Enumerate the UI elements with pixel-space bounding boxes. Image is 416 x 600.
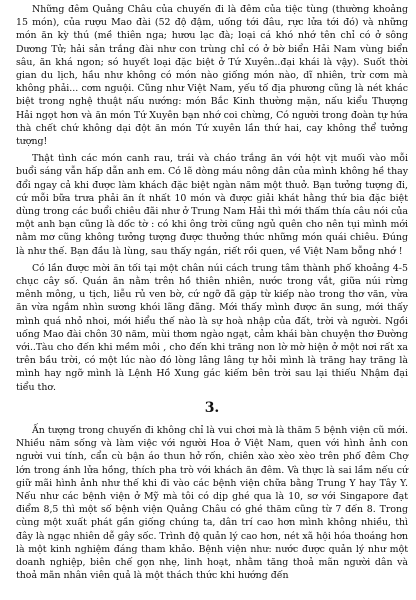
- paragraph-2: Thật tình các món canh rau, trái và cháo trắng ăn với hột vịt muối vào mỗi buổi sáng vẫn hấp dẫn anh em. Có lẽ dòng máu nông dân của mình không hề thay đổi ngay cả khi được làm khách đặc biệt ngàn năm một thuở. Bạn tưởng tượng đi, cứ mỗi bữa trưa phải ăn ít nhất 10 món và được giải khát hằng thứ bia đặc biệt dùng trong các buổi chiêu đãi như ở Trung Nam Hải thì mới thấm thía câu nói của một anh bạn cũng là dốc tờ : có khi ông trời cũng ngủ quên cho nên tụi mình mới nằm mơ cũng không tưởng tượng được thưởng thức những món quái chiêu. Đúng là như thế. Bạn đầu là lùng, sau thấy ngán, riết rồi quen, về Việt Nam bỗng nhớ !: [16, 153, 408, 257]
- paragraph-1: Những đêm Quảng Châu của chuyến đi là đêm của tiệc tùng (thường khoảng 15 món), của rượu Mao đài (52 độ đậm, uống tới đâu, rực lửa tới đó) và những món ăn kỳ thú (mề thiên nga; hươu lạc đà; loại cá khó nhớ tên chỉ có ở sông Dương Tử; hải sản trắng đài như con trùng chỉ có ở bờ biển Hải Nam vùng biển sâu, ăn khá ngon; só huyết loại đặc biệt ở Tứ Xuyên..đại khái là vậy). Suốt thời gian du lịch, hầu như không có món nào giống món nào, dĩ nhiên, trừ cơm mà không phải... cơm nguội. Cũng như Việt Nam, yếu tố địa phương cũng là nét khác biệt trong nghệ thuật nấu nướng: món Bắc Kinh thường mặn, nấu kiểu Thượng Hải ngọt hơn và ăn món Tứ Xuyên bạn nhớ coi chừng, Có người trong đoàn tự hứa thà chết chứ không dại đột ăn món Tứ xuyên lần thứ hai, cay không thể tưởng tượng!: [16, 4, 408, 148]
- paragraph-3: Có lần được mời ăn tối tại một chân núi cách trung tâm thành phố khoảng 4-5 chục cây số. Quán ăn nằm trên hồ thiên nhiên, nước trong vắt, giữa núi rừng mênh mông, u tịch, liễu rủ ven bờ, cứ ngỡ đã gặp từ kiếp nào trong thơ văn, vừa ăn vừa ngắm nhìn sương khói lãng đãng. Mới thấy mình được ăn sung, mới thấy mình quá nhỏ nhoi, mới hiểu thế nào là sự hoà nhập của đất, trời và người. Ngồi uống Mao đài chôn 30 năm, mùi thơm ngào ngạt, cảm khái bàn chuyện thơ Đường với..Tàu cho đến khi mềm môi , cho đến khi trăng non lờ mờ hiện ở một nơi rất xa trên bầu trời, có một lúc nào đó lòng lâng lâng tự hỏi mình là trăng hay trăng là mình hay ngỡ mình là Lệnh Hồ Xung gác kiếm bên trời sau lại thiếu Nhậm đại tiểu thơ.: [16, 262, 408, 393]
- section-number: 3.: [204, 399, 220, 416]
- closing-paragraph: Ấn tượng trong chuyến đi không chỉ là vui chơi mà là thăm 5 bệnh viện cũ mới. Nhiều năm sống và làm việc với người Hoa ở Việt Nam, quen với hình ảnh con người vui tính, cẩn cù bận áo thun hở rốn, chiên xào xèo xèo trên phố đêm Chợ lớn trong ánh lửa hồng, thích pha trò với khách ăn đêm. Và thực là sai lầm nếu cứ giữ mãi hình ảnh như thế khi đi vào các bệnh viện chữa bằng Trung Y hay Tây Y. Nếu như các bệnh viện ở Mỹ mà tôi có dịp ghé qua là 10, sơ với Singapore đạt điểm 8,5 thì một số bệnh viện Quảng Châu có ghé thăm cũng từ 7 đến 8. Trong cùng một xuất phát gần giống chúng ta, dân trí cao hơn mình không nhiều, thì đây là ngạc nhiên dễ gây sốc. Trình độ quản lý cao hơn, nét xã hội hóa thoáng hơn là một kinh nghiệm đáng tham khảo. Bệnh viện như: nước được quản lý như một doanh nghiệp, biên chế gọn nhẹ, linh hoạt, nhằm tăng thoả mãn người dân và thoả mãn nhân viên quả là một thách thức khi hướng đến: [16, 424, 408, 582]
